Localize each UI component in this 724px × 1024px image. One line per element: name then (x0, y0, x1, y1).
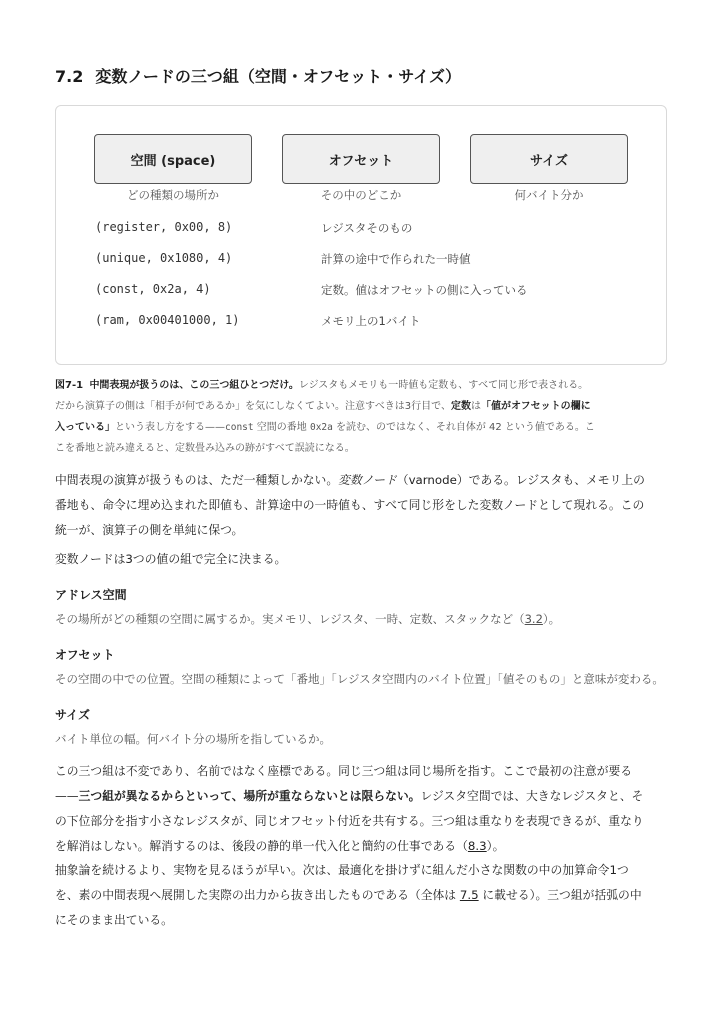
caption-lead: 中間表現が扱うのは、この三つ組ひとつだけ。 (89, 380, 299, 391)
caption-bold: 「値がオフセットの欄に入っている」 (55, 401, 591, 433)
definition-description: その空間の中での位置。空間の種類によって「番地」「レジスタ空間内のバイト位置」「値そのもの」と意味が変わる。 (55, 672, 664, 686)
space-box: 空間 (space) (94, 134, 252, 184)
cross-reference-link[interactable]: 3.2 (524, 612, 543, 626)
caption-text: を読む、のではなく、それ自体が 42 という値である。ここを番地と読み違えると、定数畳み込みの跡がすべて誤読になる。 (55, 422, 595, 454)
example-tuple: (const, 0x2a, 4) (95, 282, 211, 296)
section-heading (55, 64, 461, 87)
offset-box: オフセット (282, 134, 440, 184)
size-box: サイズ (470, 134, 628, 184)
section-title: 変数ノードの三つ組（空間・オフセット・サイズ） (95, 67, 461, 86)
space-box-caption: どの種類の場所か (127, 188, 219, 202)
definition-term: オフセット (55, 648, 115, 662)
example-description: 計算の途中で作られた一時値 (321, 252, 471, 266)
body-paragraph: 抽象論を続けるより、実物を見るほうが早い。次は、最適化を掛けずに組んだ小さな関数の中の加算命令1つを、素の中間表現へ展開した実際の出力から抜き出したものである（全体は 7.5 に載せる）。三つ組が括弧の中にそのまま出ている。 (55, 863, 642, 927)
caption-text: レジスタもメモリも一時値も定数も、すべて同じ形で表される。だから演算子の側は「相手が何であるか」を気にしなくてよい。注意すべきは3行目で、 (55, 380, 589, 412)
paragraph-text: 中間表現の演算が扱うものは、ただ一種類しかない。 (55, 473, 339, 487)
example-tuple: (ram, 0x00401000, 1) (95, 313, 240, 327)
example-description: 定数。値はオフセットの側に入っている (321, 283, 528, 297)
cross-reference-link[interactable]: 7.5 (459, 888, 479, 902)
figure-label: 図7-1 (55, 380, 84, 391)
example-tuple: (register, 0x00, 8) (95, 220, 233, 234)
caption-text: という表し方をする—— (115, 422, 225, 433)
example-description: メモリ上の1バイト (321, 314, 421, 328)
size-box-caption: 何バイト分か (514, 188, 584, 202)
example-tuple: (unique, 0x1080, 4) (95, 251, 233, 265)
definition-term: アドレス空間 (55, 588, 127, 602)
definition-term: サイズ (55, 708, 91, 722)
cross-reference-link[interactable]: 8.3 (467, 839, 487, 853)
definition-description: バイト単位の幅。何バイト分の場所を指しているか。 (55, 732, 331, 746)
paragraph-text: （varnode）である。レジスタも、メモリ上の番地も、命令に埋め込まれた即値も、計算途中の一時値も、すべて同じ形をした変数ノードとして現れる。この統一が、演算子の側を単純に保つ。 (55, 473, 645, 537)
caption-code: 0x2a (309, 422, 333, 433)
definition-description: その場所がどの種類の空間に属するか。実メモリ、レジスタ、一時、定数、スタックなど（3.2）。 (55, 612, 561, 626)
body-paragraph (55, 468, 645, 543)
section-number: 7.2 (55, 67, 84, 86)
caption-text: 空間の番地 (253, 422, 310, 433)
caption-text: は (470, 401, 481, 412)
example-description: レジスタそのもの (321, 221, 413, 235)
bold-warning: 三つ組が異なるからといって、場所が重ならないとは限らない。 (78, 789, 421, 803)
figure-caption (55, 375, 595, 459)
emphasized-term: 変数ノード (338, 473, 397, 487)
caption-bold: 定数 (450, 401, 471, 412)
body-paragraph: この三つ組は不変であり、名前ではなく座標である。同じ三つ組は同じ場所を指す。ここで最初の注意が要る——三つ組が異なるからといって、場所が重ならないとは限らない。レジスタ空間では、大きなレジスタと、その下位部分を指す小さなレジスタが、同じオフセット付近を共有する。三つ組は重なりを表現できるが、重なりを解消はしない。解消するのは、後段の静的単一代入化と簡約の仕事である（8.3）。 (55, 764, 644, 853)
caption-code: const (225, 422, 254, 433)
offset-box-caption: その中のどこか (320, 188, 402, 202)
body-paragraph: 変数ノードは3つの値の組で完全に決まる。 (55, 552, 287, 566)
